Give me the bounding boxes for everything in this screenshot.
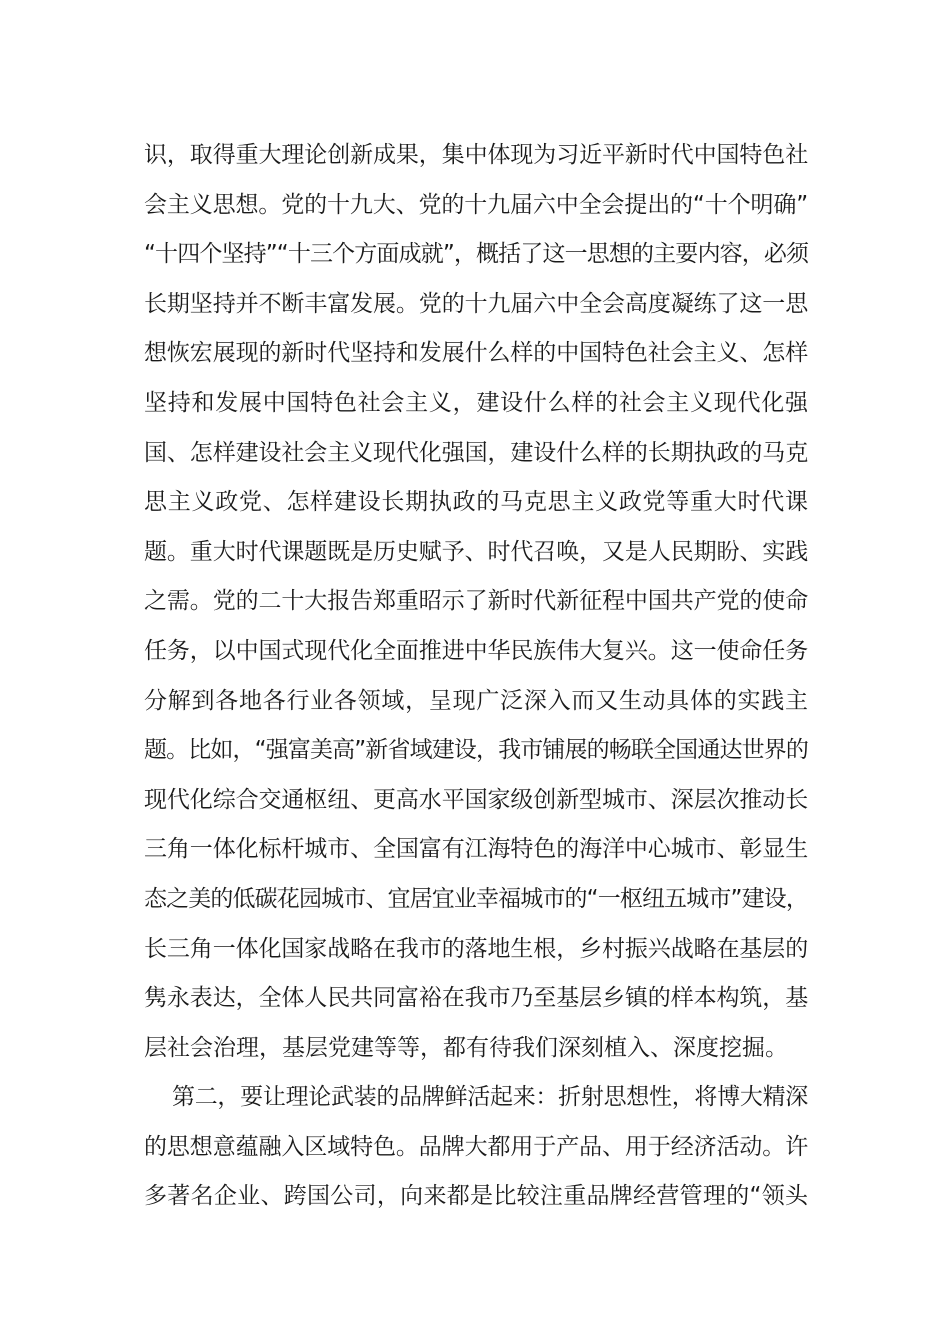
text-line: 三角一体化标杆城市、全国富有江海特色的海洋中心城市、彰显生	[144, 836, 809, 863]
text-line: 会主义思想。党的十九大、党的十九届六中全会提出的“十个明确”	[144, 191, 808, 218]
text-line: 的思想意蕴融入区域特色。品牌大都用于产品、用于经济活动。许	[144, 1133, 809, 1160]
text-line: 分解到各地各行业各领域，呈现广泛深入而又生动具体的实践主	[144, 687, 808, 714]
text-line: 现代化综合交通枢纽、更高水平国家级创新型城市、深层次推动长	[144, 786, 809, 813]
body-text	[144, 131, 808, 1222]
text-line: “十四个坚持”“十三个方面成就”，概括了这一思想的主要内容，必须	[144, 241, 809, 268]
text-line: 题。比如，“强富美高”新省域建设，我市铺展的畅联全国通达世界的	[144, 737, 808, 764]
text-line: 想恢宏展现的新时代坚持和发展什么样的中国特色社会主义、怎样	[144, 340, 809, 367]
text-line: 国、怎样建设社会主义现代化强国，建设什么样的长期执政的马克	[144, 439, 809, 466]
text-line: 态之美的低碳花园城市、宜居宜业幸福城市的“一枢纽五城市”建设，	[144, 885, 808, 912]
text-line: 思主义政党、怎样建设长期执政的马克思主义政党等重大时代课	[144, 489, 808, 516]
text-line: 任务，以中国式现代化全面推进中华民族伟大复兴。这一使命任务	[144, 637, 809, 664]
paragraph-end-line: 层社会治理，基层党建等等，都有待我们深刻植入、深度挖掘。	[144, 1034, 788, 1061]
text-line: 隽永表达，全体人民共同富裕在我市乃至基层乡镇的样本构筑，基	[144, 985, 809, 1012]
text-line: 识，取得重大理论创新成果，集中体现为习近平新时代中国特色社	[144, 142, 809, 168]
text-line: 之需。党的二十大报告郑重昭示了新时代新征程中国共产党的使命	[144, 588, 809, 615]
paragraph-start-line: 第二，要让理论武装的品牌鲜活起来：折射思想性，将博大精深	[172, 1084, 808, 1111]
text-line: 题。重大时代课题既是历史赋予、时代召唤，又是人民期盼、实践	[144, 538, 809, 565]
text-line: 坚持和发展中国特色社会主义，建设什么样的社会主义现代化强	[144, 389, 808, 416]
text-line: 多著名企业、跨国公司，向来都是比较注重品牌经营管理的“领头	[144, 1183, 808, 1210]
text-line: 长三角一体化国家战略在我市的落地生根，乡村振兴战略在基层的	[144, 935, 809, 962]
text-line: 长期坚持并不断丰富发展。党的十九届六中全会高度凝练了这一思	[144, 290, 809, 317]
